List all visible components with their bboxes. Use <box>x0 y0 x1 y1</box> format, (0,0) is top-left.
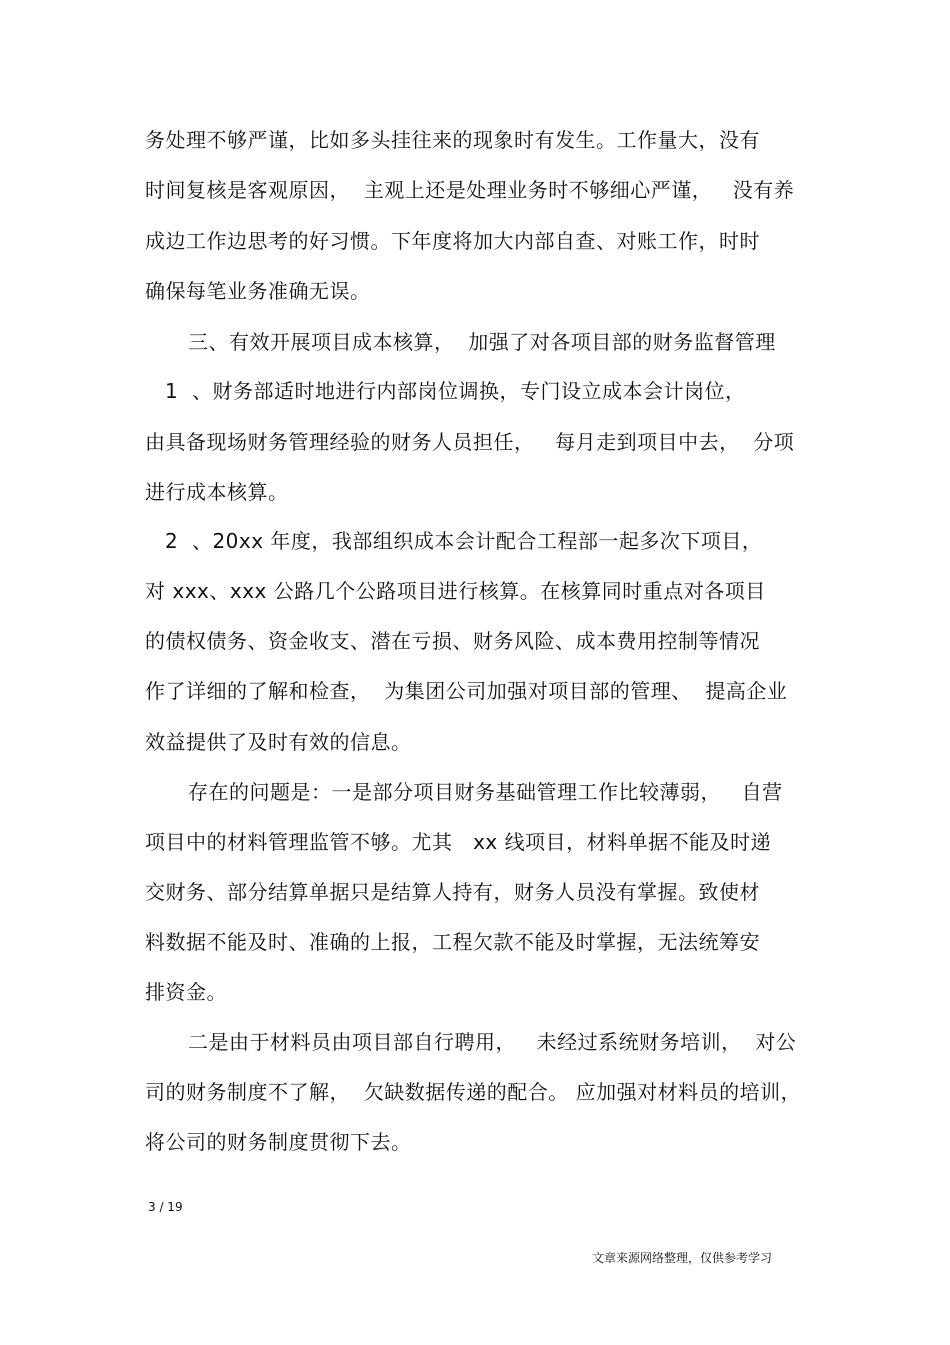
footer-note: 文章来源网络整理，仅供参考学习 <box>592 1251 773 1265</box>
text-line: 1 、财务部适时地进行内部岗位调换，专门设立成本会计岗位， <box>165 379 746 403</box>
text-line: 排资金。 <box>145 980 227 1004</box>
text-line: 将公司的财务制度贯彻下去。 <box>145 1130 412 1154</box>
text-line: 存在的问题是：一是部分项目财务基础管理工作比较薄弱， 自营 <box>188 780 783 804</box>
text-line: 的债权债务、资金收支、潜在亏损、财务风险、成本费用控制等情况 <box>145 629 760 653</box>
text-line: 作了详细的了解和检查， 为集团公司加强对项目部的管理、 提高企业 <box>145 679 788 703</box>
text-line: 由具备现场财务管理经验的财务人员担任， 每月走到项目中去， 分项 <box>145 430 795 454</box>
text-line: 二是由于材料员由项目部自行聘用， 未经过系统财务培训， 对公 <box>188 1030 797 1054</box>
text-line: 进行成本核算。 <box>145 480 289 504</box>
text-line: 成边工作边思考的好习惯。下年度将加大内部自查、对账工作，时时 <box>145 229 760 253</box>
text-line: 司的财务制度不了解， 欠缺数据传递的配合。 应加强对材料员的培训， <box>145 1080 802 1104</box>
text-line: 对 xxx、xxx 公路几个公路项目进行核算。在核算同时重点对各项目 <box>145 579 766 603</box>
text-line: 效益提供了及时有效的信息。 <box>145 730 412 754</box>
text-line: 项目中的材料管理监管不够。尤其 xx 线项目，材料单据不能及时递 <box>145 830 772 854</box>
section-heading: 三、有效开展项目成本核算， 加强了对各项目部的财务监督管理 <box>188 330 776 354</box>
text-line: 料数据不能及时、准确的上报，工程欠款不能及时掌握，无法统筹安 <box>145 930 760 954</box>
text-line: 时间复核是客观原因， 主观上还是处理业务时不够细心严谨， 没有养 <box>145 178 795 202</box>
text-line: 务处理不够严谨，比如多头挂往来的现象时有发生。工作量大，没有 <box>145 128 760 152</box>
text-line: 2 、20xx 年度，我部组织成本会计配合工程部一起多次下项目， <box>165 529 763 553</box>
page-number: 3 / 19 <box>148 1200 183 1214</box>
text-line: 交财务、部分结算单据只是结算人持有，财务人员没有掌握。致使材 <box>145 880 760 904</box>
text-line: 确保每笔业务准确无误。 <box>145 279 371 303</box>
